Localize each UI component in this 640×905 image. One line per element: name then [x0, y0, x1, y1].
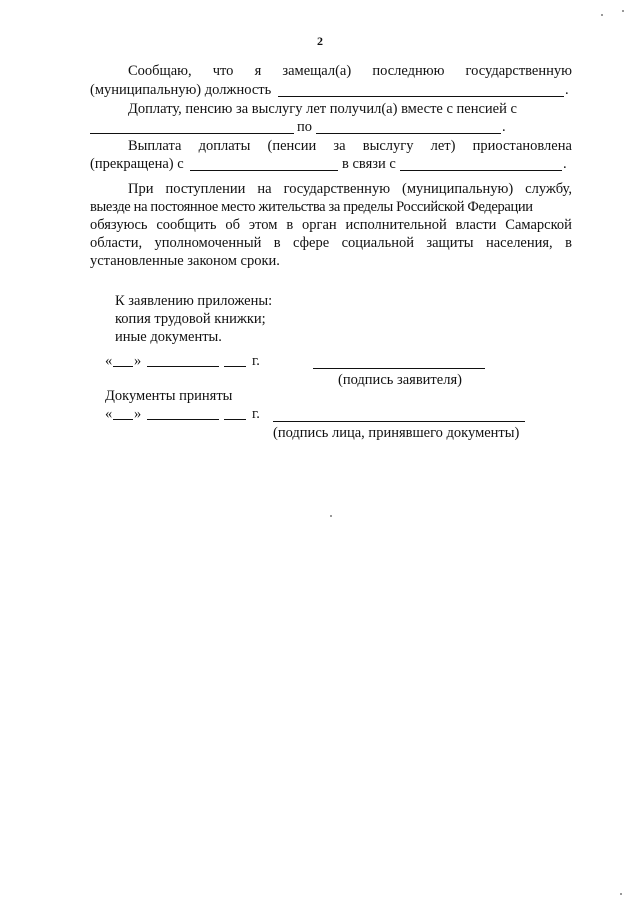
receiver-signature-caption: (подпись лица, принявшего документы)	[273, 425, 520, 441]
p2-line1	[128, 180, 572, 198]
word: я	[254, 63, 262, 79]
applicant-month-field[interactable]	[147, 366, 219, 367]
p2-line4	[90, 234, 572, 252]
receiver-day-field[interactable]	[113, 419, 133, 420]
receiver-month-field[interactable]	[147, 419, 219, 420]
page-number: 2	[317, 34, 323, 48]
word: власти	[455, 217, 497, 233]
word: за	[333, 138, 346, 154]
word: Самарской	[505, 217, 572, 233]
scan-speck	[620, 893, 622, 895]
date-close-quote: »	[134, 406, 142, 422]
year-suffix: г.	[252, 406, 260, 422]
word: Выплата	[128, 138, 182, 154]
p1-line3: Доплату, пенсию за выслугу лет получил(а) вместе с пенсией с	[128, 101, 517, 117]
position-blank-field[interactable]	[278, 96, 564, 97]
date-open-quote: «	[105, 406, 113, 422]
period: .	[563, 156, 567, 172]
date-open-quote: «	[105, 353, 113, 369]
word: При	[128, 181, 154, 197]
word: населения,	[485, 235, 553, 251]
word: лет)	[430, 138, 456, 154]
word: в	[565, 235, 572, 251]
p1-line6-a: (прекращена) с	[90, 156, 184, 172]
word: орган	[302, 217, 337, 233]
date-close-quote: »	[134, 353, 142, 369]
word: об	[225, 217, 241, 233]
p1-line1	[128, 62, 572, 80]
word: области,	[90, 235, 143, 251]
word: что	[212, 63, 234, 79]
attachments-heading: К заявлению приложены:	[115, 293, 273, 309]
p2-line2: выезде на постоянное место жительства за пределы Российской Федерации	[90, 199, 533, 215]
word: социальной	[341, 235, 414, 251]
applicant-year-field[interactable]	[224, 366, 246, 367]
scan-speck	[601, 14, 603, 16]
word: поступлении	[165, 181, 246, 197]
suspension-reason-field[interactable]	[400, 170, 562, 171]
word: обязуюсь	[90, 217, 148, 233]
receiver-year-field[interactable]	[224, 419, 246, 420]
pension-start-date-field[interactable]	[90, 133, 294, 134]
year-suffix: г.	[252, 353, 260, 369]
word: сообщить	[156, 217, 217, 233]
p1-line4-to: по	[297, 119, 313, 135]
word: замещал(а)	[282, 63, 352, 79]
p1-line2: (муниципальную) должность	[90, 82, 272, 98]
p1-line5	[128, 137, 572, 155]
receiver-signature-field[interactable]	[273, 421, 525, 422]
word: в	[286, 217, 294, 233]
applicant-signature-caption: (подпись заявителя)	[338, 372, 462, 388]
word: на	[257, 181, 272, 197]
word: (муниципальную)	[402, 181, 514, 197]
p1-line6-b: в связи с	[342, 156, 396, 172]
docs-accepted-label: Документы приняты	[105, 388, 233, 404]
word: службу,	[525, 181, 572, 197]
word: выслугу	[362, 138, 414, 154]
word: государственную	[465, 63, 572, 79]
attachment-item: копия трудовой книжки;	[115, 311, 266, 327]
word: последнюю	[372, 63, 445, 79]
suspension-date-field[interactable]	[190, 170, 338, 171]
word: государственную	[283, 181, 391, 197]
attachment-item: иные документы.	[115, 329, 222, 345]
p2-line5: установленные законом сроки.	[90, 253, 280, 269]
word: приостановлена	[472, 138, 572, 154]
word: сфере	[293, 235, 330, 251]
p2-line3	[90, 216, 572, 234]
word: доплаты	[198, 138, 251, 154]
word: защиты	[426, 235, 474, 251]
period: .	[502, 119, 506, 135]
applicant-signature-field[interactable]	[313, 368, 485, 369]
pension-end-date-field[interactable]	[316, 133, 501, 134]
word: Сообщаю,	[128, 63, 192, 79]
word: в	[273, 235, 281, 251]
word: уполномоченный	[154, 235, 262, 251]
scan-speck	[330, 515, 332, 517]
word: (пенсии	[267, 138, 317, 154]
scan-speck	[622, 10, 624, 12]
word: исполнительной	[345, 217, 447, 233]
applicant-day-field[interactable]	[113, 366, 133, 367]
period: .	[565, 82, 569, 98]
word: этом	[248, 217, 278, 233]
